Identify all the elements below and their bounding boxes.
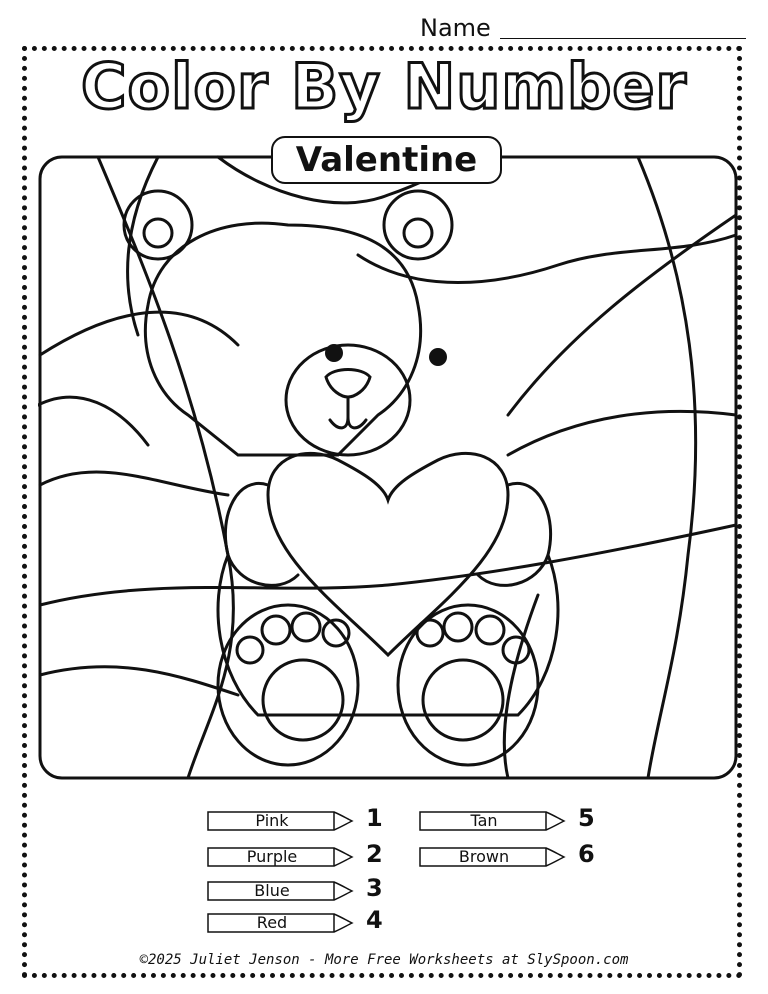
subtitle-pill: Valentine [271, 136, 502, 184]
legend-number: 1 [366, 804, 383, 832]
legend-color-label: Red [256, 913, 288, 932]
name-label: Name [420, 14, 491, 42]
page-title: Color By Number [81, 50, 687, 123]
legend-color-label: Pink [255, 811, 289, 830]
legend-color-label: Brown [458, 847, 510, 866]
legend-color-label: Blue [254, 881, 290, 900]
bear-eye-right [429, 348, 447, 366]
legend-number: 4 [366, 906, 383, 934]
bear-eye-left [325, 344, 343, 362]
footer-credit: ©2025 Juliet Jenson - More Free Worksheets at SlySpoon.com [139, 952, 629, 968]
coloring-picture [38, 155, 738, 780]
name-underline[interactable] [500, 38, 746, 39]
legend-color-label: Tan [470, 811, 498, 830]
legend-number: 2 [366, 840, 383, 868]
name-field [420, 14, 750, 44]
legend-number: 5 [578, 804, 595, 832]
legend-color-label: Purple [246, 847, 298, 866]
legend-number: 3 [366, 874, 383, 902]
legend-number: 6 [578, 840, 595, 868]
